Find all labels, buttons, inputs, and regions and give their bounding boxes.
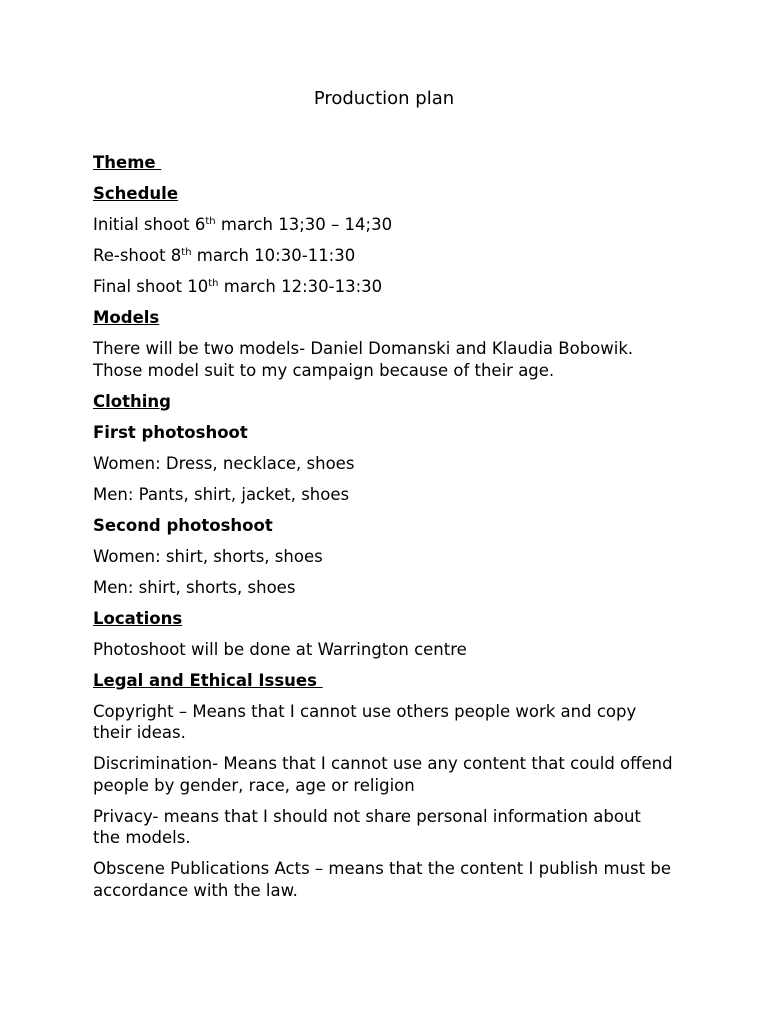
first-photoshoot-heading: First photoshoot	[93, 422, 248, 442]
schedule-item-text: Final shoot 10	[93, 277, 209, 296]
second-women-clothing: Women: shirt, shorts, shoes	[93, 546, 323, 566]
locations-paragraph: Photoshoot will be done at Warrington centre	[93, 639, 467, 659]
legal-copyright: Copyright – Means that I cannot use others people work and copy their ideas.	[93, 701, 637, 742]
locations-heading: Locations	[93, 608, 183, 628]
schedule-item-text: Re-shoot 8	[93, 246, 182, 265]
schedule-heading: Schedule	[93, 184, 179, 203]
models-heading: Models	[93, 308, 160, 327]
clothing-heading: Clothing	[93, 391, 171, 411]
ordinal-suffix: th	[181, 247, 192, 258]
schedule-item-final	[93, 276, 673, 298]
models-paragraph: There will be two models- Daniel Domanski and Klaudia Bobowik. Those model suit to my campaign because of their age.	[93, 339, 634, 380]
first-men-clothing: Men: Pants, shirt, jacket, shoes	[93, 484, 350, 504]
legal-discrimination: Discrimination- Means that I cannot use any content that could offend people by gender, race, age or religion	[93, 754, 673, 795]
schedule-item-time: march 10:30-11:30	[191, 246, 356, 265]
theme-heading: Theme	[93, 153, 162, 172]
document-title: Production plan	[313, 88, 455, 109]
ordinal-suffix: th	[208, 278, 219, 289]
schedule-item-text: Initial shoot 6	[93, 215, 206, 234]
second-men-clothing: Men: shirt, shorts, shoes	[93, 577, 296, 597]
schedule-item-time: march 12:30-13:30	[218, 277, 383, 296]
schedule-item-reshoot	[93, 245, 673, 267]
schedule-item-time: march 13;30 – 14;30	[215, 215, 393, 234]
second-photoshoot-heading: Second photoshoot	[93, 515, 273, 535]
document-body	[93, 152, 673, 911]
legal-obscene-publications: Obscene Publications Acts – means that the content I publish must be accordance with the law.	[93, 859, 671, 900]
schedule-item-initial	[93, 214, 673, 236]
ordinal-suffix: th	[205, 216, 216, 227]
first-women-clothing: Women: Dress, necklace, shoes	[93, 453, 355, 473]
legal-heading: Legal and Ethical Issues	[93, 670, 323, 690]
legal-privacy: Privacy- means that I should not share personal information about the models.	[93, 806, 641, 847]
